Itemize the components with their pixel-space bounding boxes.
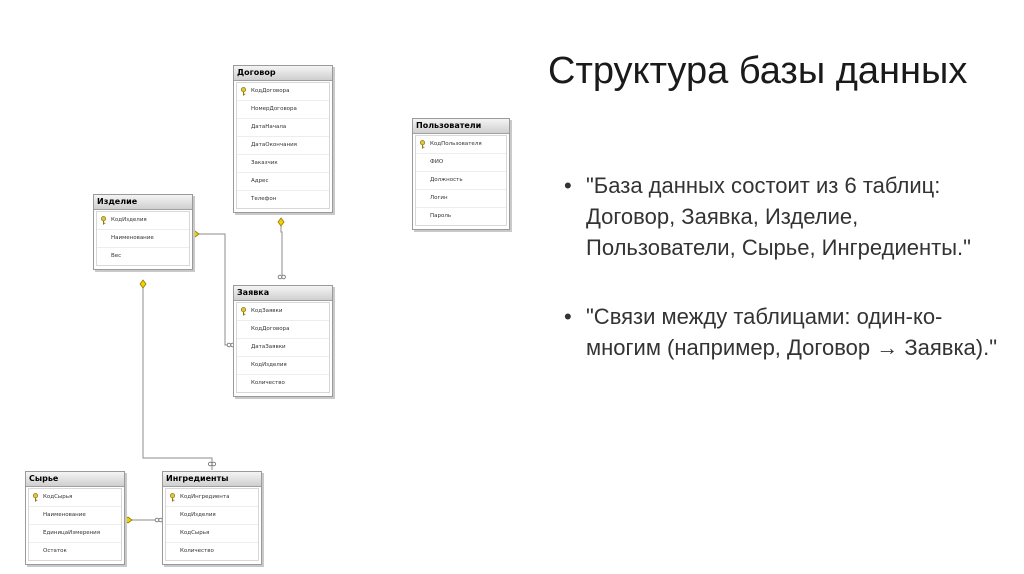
table-header: Изделие	[94, 195, 192, 210]
table-field: Должность	[416, 172, 506, 190]
table-header: Заявка	[234, 286, 332, 301]
primary-key-icon	[419, 140, 426, 149]
one-end-marker	[278, 218, 284, 226]
table-field: Наименование	[97, 230, 189, 248]
table-field: Телефон	[251, 196, 277, 202]
table-field: КодПользователя	[416, 136, 506, 154]
table-field: КодДоговора	[237, 83, 329, 101]
table-field: ЕдиницаИзмерения	[29, 525, 121, 543]
many-end-marker	[227, 343, 231, 347]
table-field: КодИзделия	[166, 507, 258, 525]
primary-key-icon	[100, 216, 107, 225]
table-field: КодИзделия	[97, 212, 189, 230]
one-end-marker	[140, 280, 146, 288]
primary-key-icon	[32, 493, 39, 502]
table-field: ДатаОкончания	[237, 137, 329, 155]
bullet-item: • "База данных состоит из 6 таблиц: Договор, Заявка, Изделие, Пользователи, Сырье, Ингредиенты."	[560, 170, 1000, 263]
table-field: Остаток	[43, 548, 67, 554]
one-end-marker	[124, 517, 132, 523]
primary-key-icon	[169, 493, 176, 502]
table-field: Количество	[251, 380, 285, 386]
table-field: КодСырья	[166, 525, 258, 543]
table-header: Ингредиенты	[163, 472, 261, 487]
table-header: Сырье	[26, 472, 124, 487]
table-header: Договор	[234, 66, 332, 81]
slide-title: Структура базы данных	[548, 50, 968, 92]
table-field: Наименование	[29, 507, 121, 525]
many-end-marker	[282, 275, 286, 279]
table-dogovor	[233, 65, 333, 213]
table-ingredienty	[162, 471, 262, 565]
table-field: ФИО	[416, 154, 506, 172]
table-field: Заказчик	[237, 155, 329, 173]
table-field: КодИнгредиента	[166, 489, 258, 507]
relation-line	[195, 234, 234, 345]
table-field: ДатаНачала	[237, 119, 329, 137]
many-end-marker	[278, 275, 282, 279]
table-field: КодИзделия	[237, 357, 329, 375]
table-izdelie	[93, 194, 193, 270]
table-field: КодДоговора	[237, 321, 329, 339]
table-syrye	[25, 471, 125, 565]
table-field: Логин	[416, 190, 506, 208]
table-header: Пользователи	[413, 119, 509, 134]
table-field: Пароль	[430, 213, 452, 219]
table-zayavka	[233, 285, 333, 397]
table-field: ДатаЗаявки	[237, 339, 329, 357]
many-end-marker	[155, 518, 159, 522]
relation-line	[143, 280, 212, 470]
table-field: Адрес	[237, 173, 329, 191]
table-field: Вес	[111, 253, 122, 259]
many-end-marker	[208, 462, 212, 466]
primary-key-icon	[240, 307, 247, 316]
many-end-marker	[212, 462, 216, 466]
table-polzovateli	[412, 118, 510, 230]
table-field: КодЗаявки	[237, 303, 329, 321]
relation-line	[281, 218, 282, 275]
primary-key-icon	[240, 87, 247, 96]
table-field: КодСырья	[29, 489, 121, 507]
table-field: НомерДоговора	[237, 101, 329, 119]
bullet-item: • "Связи между таблицами: один-ко-многим (например, Договор → Заявка)."	[560, 301, 1000, 363]
table-field: Количество	[180, 548, 214, 554]
